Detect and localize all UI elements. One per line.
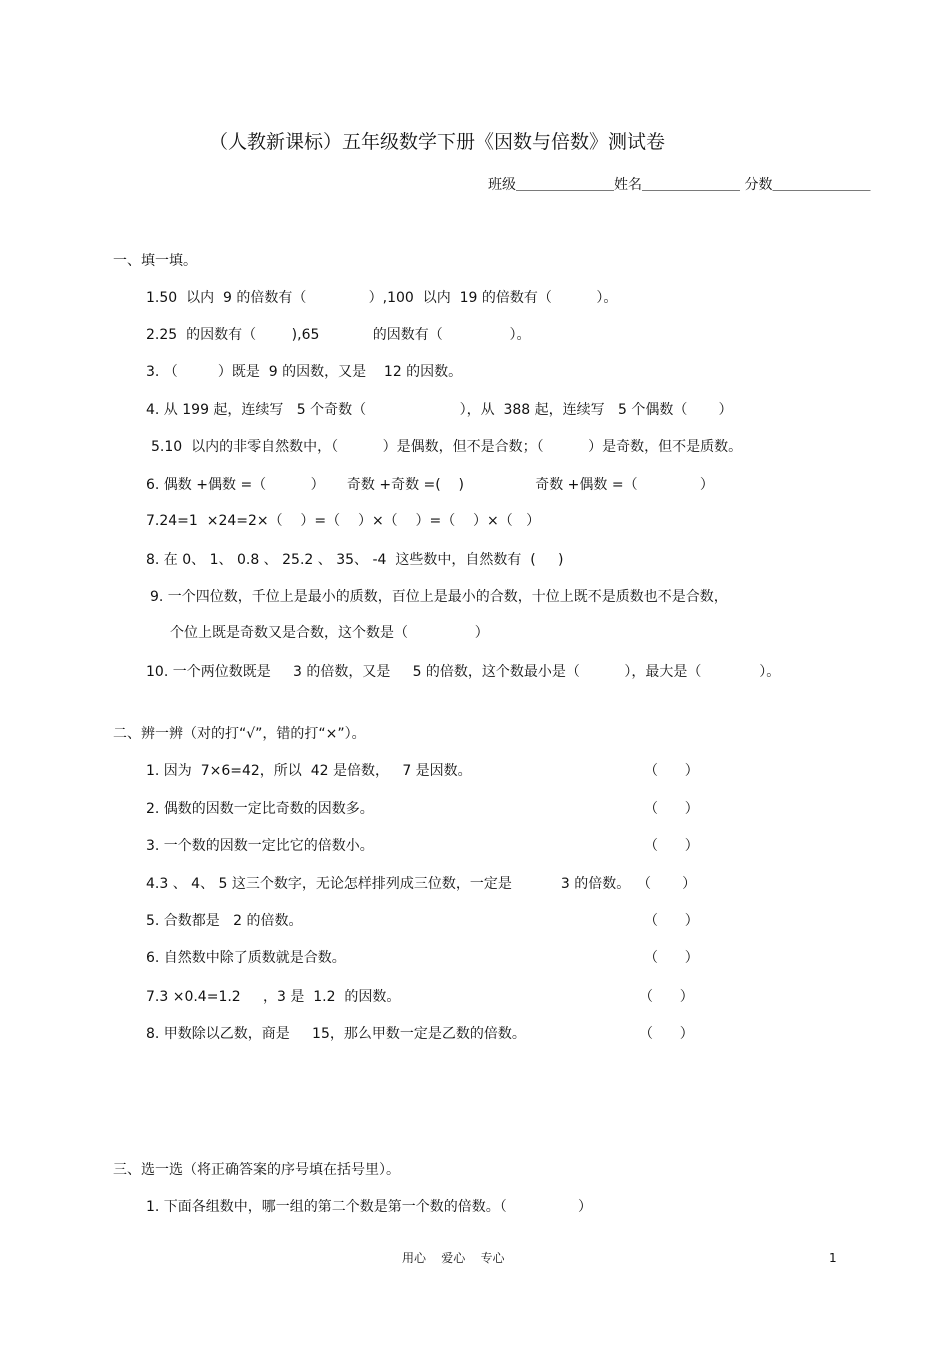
judge-question-3: 3. 一个数的因数一定比它的倍数小。 bbox=[146, 838, 374, 854]
fill-question-9: 9. 一个四位数，千位上是最小的质数，百位上是最小的合数，十位上既不是质数也不是合数， bbox=[150, 589, 728, 605]
choice-question-1: 1. 下面各组数中，哪一组的第二个数是第一个数的倍数。（ ） bbox=[146, 1199, 593, 1215]
fill-question-3: 3. （ ）既是 9 的因数，又是 12 的因数。 bbox=[146, 364, 463, 380]
judge-question-7: 7.3 ×0.4=1.2 ，3 是 1.2 的因数。 bbox=[146, 989, 401, 1005]
judge-answer-paren-8: （ ） bbox=[639, 1026, 694, 1042]
page-title: （人教新课标）五年级数学下册《因数与倍数》测试卷 bbox=[209, 131, 666, 153]
page-number: 1 bbox=[829, 1251, 837, 1265]
judge-answer-paren-3: （ ） bbox=[644, 838, 699, 854]
fill-question-5: 5.10 以内的非零自然数中，（ ）是偶数，但不是合数；（ ）是奇数，但不是质数。 bbox=[151, 439, 743, 455]
student-info-line: 班级＿＿＿＿＿＿＿姓名＿＿＿＿＿＿＿ 分数＿＿＿＿＿＿＿ bbox=[488, 177, 871, 193]
fill-question-4: 4. 从 199 起，连续写 5 个奇数（ ），从 388 起，连续写 5 个偶数（ ） bbox=[146, 402, 733, 418]
judge-answer-paren-4: （ ） bbox=[637, 876, 697, 892]
judge-question-8: 8. 甲数除以乙数，商是 15，那么甲数一定是乙数的倍数。 bbox=[146, 1026, 526, 1042]
fill-question-9-continued: 个位上既是奇数又是合数，这个数是（ ） bbox=[170, 625, 489, 641]
fill-question-6: 6. 偶数 +偶数 =（ ） 奇数 +奇数 =( ) 奇数 +偶数 =（ ） bbox=[146, 477, 714, 493]
fill-question-7: 7.24=1 ×24=2×（ ）=（ ）×（ ）=（ ）×（ ） bbox=[146, 513, 541, 529]
judge-question-1: 1. 因为 7×6=42，所以 42 是倍数， 7 是因数。 bbox=[146, 763, 472, 779]
section-3-heading: 三、选一选（将正确答案的序号填在括号里）。 bbox=[113, 1162, 400, 1178]
fill-question-2: 2.25 的因数有（ ),65 的因数有（ ）。 bbox=[146, 327, 531, 343]
fill-question-1: 1.50 以内 9 的倍数有（ ）,100 以内 19 的倍数有（ ）。 bbox=[146, 290, 618, 306]
judge-answer-paren-1: （ ） bbox=[644, 763, 699, 779]
fill-question-8: 8. 在 0、 1、 0.8 、 25.2 、 35、 -4 这些数中，自然数有 ( ) bbox=[146, 552, 564, 568]
judge-question-2: 2. 偶数的因数一定比奇数的因数多。 bbox=[146, 801, 374, 817]
judge-answer-paren-6: （ ） bbox=[644, 950, 699, 966]
fill-question-10: 10. 一个两位数既是 3 的倍数，又是 5 的倍数，这个数最小是（ ），最大是（ ）。 bbox=[146, 664, 781, 680]
section-2-heading: 二、辨一辨（对的打“√”，错的打“×”）。 bbox=[113, 726, 366, 742]
judge-question-5: 5. 合数都是 2 的倍数。 bbox=[146, 913, 303, 929]
judge-answer-paren-5: （ ） bbox=[644, 913, 699, 929]
judge-question-4: 4.3 、 4、 5 这三个数字，无论怎样排列成三位数，一定是 3 的倍数。 bbox=[146, 876, 631, 892]
section-1-heading: 一、填一填。 bbox=[113, 253, 197, 269]
judge-answer-paren-7: （ ） bbox=[639, 989, 694, 1005]
judge-question-6: 6. 自然数中除了质数就是合数。 bbox=[146, 950, 346, 966]
footer-motto: 用心 爱心 专心 bbox=[402, 1251, 505, 1265]
judge-answer-paren-2: （ ） bbox=[644, 801, 699, 817]
